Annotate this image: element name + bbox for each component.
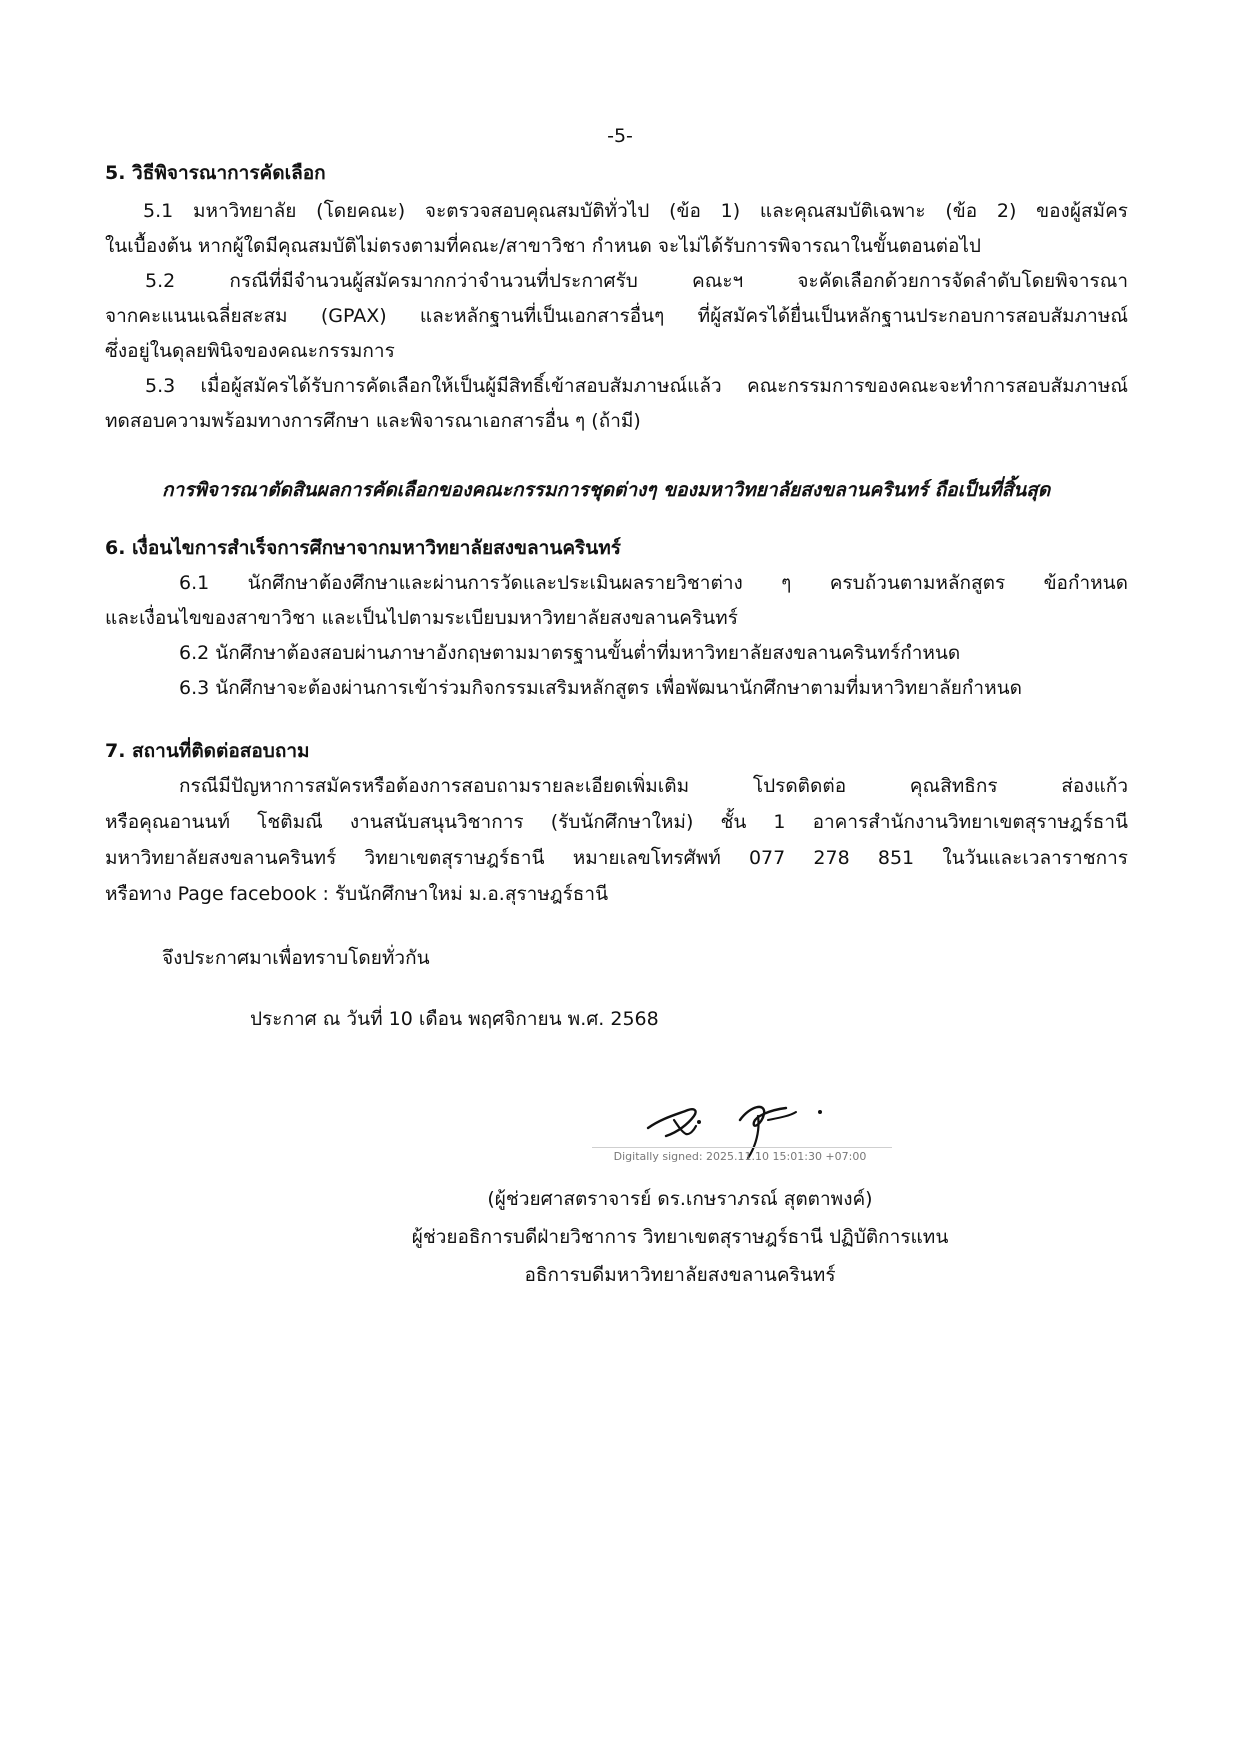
section-7-line-1: กรณีมีปัญหาการสมัครหรือต้องการสอบถามรายละเอียดเพิ่มเติม โปรดติดต่อ คุณสิทธิกร ส่องแก้ว xyxy=(179,775,1128,797)
announcement-date: ประกาศ ณ วันที่ 10 เดือน พฤศจิกายน พ.ศ. 2568 xyxy=(250,1008,659,1030)
section-6-heading: 6. เงื่อนไขการสำเร็จการศึกษาจากมหาวิทยาลัยสงขลานครินทร์ xyxy=(105,537,621,559)
signer-name: (ผู้ช่วยศาสตราจารย์ ดร.เกษราภรณ์ สุตตาพงค์) xyxy=(487,1188,873,1210)
signature-divider xyxy=(592,1147,892,1148)
section-7-line-4: หรือทาง Page facebook : รับนักศึกษาใหม่ ม.อ.สุราษฎร์ธานี xyxy=(105,883,609,905)
section-5-2-line-2: จากคะแนนเฉลี่ยสะสม (GPAX) และหลักฐานที่เป็นเอกสารอื่นๆ ที่ผู้สมัครได้ยื่นเป็นหลักฐานประกอบการสอบสัมภาษณ์ xyxy=(105,305,1128,327)
section-6-3: 6.3 นักศึกษาจะต้องผ่านการเข้าร่วมกิจกรรมเสริมหลักสูตร เพื่อพัฒนานักศึกษาตามที่มหาวิทยาลัยกำหนด xyxy=(179,677,1022,699)
section-7-line-2: หรือคุณอานนท์ โชติมณี งานสนับสนุนวิชาการ (รับนักศึกษาใหม่) ชั้น 1 อาคารสำนักงานวิทยาเขตสุราษฎร์ธานี xyxy=(105,811,1128,833)
signer-title-2: อธิการบดีมหาวิทยาลัยสงขลานครินทร์ xyxy=(524,1264,836,1286)
signer-title-1: ผู้ช่วยอธิการบดีฝ่ายวิชาการ วิทยาเขตสุราษฎร์ธานี ปฏิบัติการแทน xyxy=(411,1226,949,1248)
section-5-1-line-1: 5.1 มหาวิทยาลัย (โดยคณะ) จะตรวจสอบคุณสมบัติทั่วไป (ข้อ 1) และคุณสมบัติเฉพาะ (ข้อ 2) ของผู้สมัคร xyxy=(143,200,1128,222)
final-statement: การพิจารณาตัดสินผลการคัดเลือกของคณะกรรมการชุดต่างๆ ของมหาวิทยาลัยสงขลานครินทร์ ถือเป็นที่สิ้นสุด xyxy=(162,479,1051,501)
section-6-1-line-2: และเงื่อนไขของสาขาวิชา และเป็นไปตามระเบียบมหาวิทยาลัยสงขลานครินทร์ xyxy=(105,607,738,629)
section-6-1-line-1: 6.1 นักศึกษาต้องศึกษาและผ่านการวัดและประเมินผลรายวิชาต่าง ๆ ครบถ้วนตามหลักสูตร ข้อกำหนด xyxy=(179,572,1128,594)
section-7-line-3: มหาวิทยาลัยสงขลานครินทร์ วิทยาเขตสุราษฎร์ธานี หมายเลขโทรศัพท์ 077 278 851 ในวันและเวลาราชการ xyxy=(105,847,1128,869)
digital-signature-caption: Digitally signed: 2025.11.10 15:01:30 +07:00 xyxy=(613,1150,867,1163)
page-number: -5- xyxy=(607,125,633,147)
section-5-heading: 5. วิธีพิจารณาการคัดเลือก xyxy=(105,162,326,184)
section-7-heading: 7. สถานที่ติดต่อสอบถาม xyxy=(105,740,310,762)
section-5-1-line-2: ในเบื้องต้น หากผู้ใดมีคุณสมบัติไม่ตรงตามที่คณะ/สาขาวิชา กำหนด จะไม่ได้รับการพิจารณาในขั้นตอนต่อไป xyxy=(105,235,981,257)
section-5-2-line-1: 5.2 กรณีที่มีจำนวนผู้สมัครมากกว่าจำนวนที่ประกาศรับ คณะฯ จะคัดเลือกด้วยการจัดลำดับโดยพิจารณา xyxy=(145,270,1128,292)
section-5-2-line-3: ซึ่งอยู่ในดุลยพินิจของคณะกรรมการ xyxy=(105,340,395,362)
section-5-3-line-1: 5.3 เมื่อผู้สมัครได้รับการคัดเลือกให้เป็นผู้มีสิทธิ์เข้าสอบสัมภาษณ์แล้ว คณะกรรมการของคณะจะทำการสอบสัมภาษณ์ xyxy=(145,375,1128,397)
closing-statement: จึงประกาศมาเพื่อทราบโดยทั่วกัน xyxy=(162,947,430,969)
section-5-3-line-2: ทดสอบความพร้อมทางการศึกษา และพิจารณาเอกสารอื่น ๆ (ถ้ามี) xyxy=(105,410,641,432)
section-6-2: 6.2 นักศึกษาต้องสอบผ่านภาษาอังกฤษตามมาตรฐานขั้นต่ำที่มหาวิทยาลัยสงขลานครินทร์กำหนด xyxy=(179,642,961,664)
